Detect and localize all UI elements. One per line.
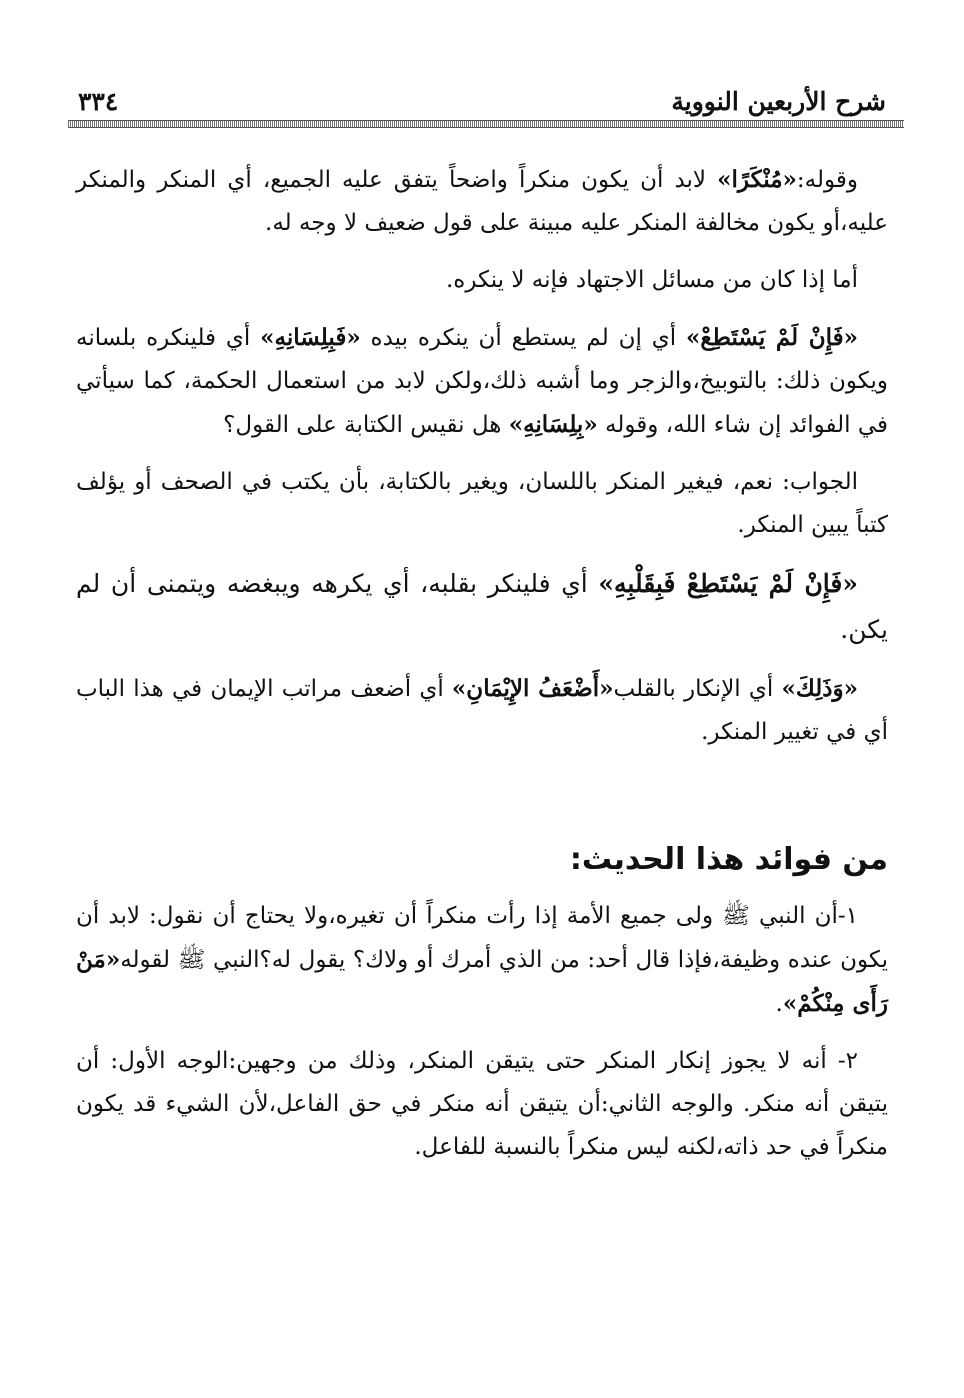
hadith-quote: «مُنْكَرًا» [717, 166, 797, 193]
hadith-quote: «فَإِنْ لَمْ يَسْتَطِعْ» [685, 324, 858, 351]
paragraph: وقوله:«مُنْكَرًا» لابد أن يكون منكراً واضحاً يتفق عليه الجميع، أي المنكر والمنكر عليه،أو يكون مخالفة المنكر عليه مبينة على قول ضعيف لا وجه له. [76, 166, 888, 236]
hadith-quote: «أَضْعَفُ الإِيْمَانِ» [451, 675, 614, 702]
benefit-item: ١-أن النبي ﷺ ولى جميع الأمة إذا رأت منكراً أن تغيره،ولا يحتاج أن نقول: لابد أن يكون عنده وظيفة،فإذا قال أحد: من الذي أمرك أو ولاك؟ يقول له؟النبي ﷺ لقوله«مَنْ رَأَى مِنْكُمْ». [76, 903, 888, 1017]
benefit-item: ٢- أنه لا يجوز إنكار المنكر حتى يتيقن المنكر، وذلك من وجهين:الوجه الأول: أن يتيقن أنه منكر. والوجه الثاني:أن يتيقن أنه منكر في حق الفاعل،لأن الشيء قد يكون منكراً في حد ذاته،لكنه ليس منكراً بالنسبة للفاعل. [76, 1048, 888, 1160]
paragraph: «وَذَلِكَ» أي الإنكار بالقلب«أَضْعَفُ الإِيْمَانِ» أي أضعف مراتب الإيمان في هذا الباب أي في تغيير المنكر. [76, 675, 888, 745]
paragraph: «فَإِنْ لَمْ يَسْتَطِعْ» أي إن لم يستطع أن ينكره بيده «فَبِلِسَانِهِ» أي فلينكره بلسانه ويكون ذلك: بالتوبيخ،والزجر وما أشبه ذلك،ولكن لابد من استعمال الحكمة، كما سيأتي في الفوائد إن شاء الله، وقوله «بِلِسَانِهِ» هل نقيس الكتابة على القول؟ [76, 324, 888, 438]
running-title: شرح الأربعين النووية [671, 87, 886, 116]
page-number: ٣٣٤ [78, 87, 119, 116]
page-header [76, 78, 888, 116]
hadith-quote: «بِلِسَانِهِ» [508, 411, 598, 438]
paragraph: الجواب: نعم، فيغير المنكر باللسان، ويغير بالكتابة، بأن يكتب في الصحف أو يؤلف كتباً يبين المنكر. [76, 469, 888, 538]
hadith-quote: «فَبِلِسَانِهِ» [260, 324, 361, 351]
header-rule [68, 120, 904, 128]
paragraph: أما إذا كان من مسائل الاجتهاد فإنه لا ينكره. [445, 267, 858, 293]
section-heading: من فوائد هذا الحديث: [569, 842, 888, 877]
hadith-quote: «مَنْ رَأَى مِنْكُمْ» [76, 946, 888, 1017]
hadith-quote: «فَإِنْ لَمْ يَسْتَطِعْ فَبِقَلْبِهِ» [598, 569, 858, 598]
body-text [76, 158, 888, 1169]
paragraph: «فَإِنْ لَمْ يَسْتَطِعْ فَبِقَلْبِهِ» أي فلينكر بقلبه، أي يكرهه ويبغضه ويتمنى أن لم يكن. [76, 569, 888, 644]
hadith-quote: «وَذَلِكَ» [781, 675, 859, 702]
